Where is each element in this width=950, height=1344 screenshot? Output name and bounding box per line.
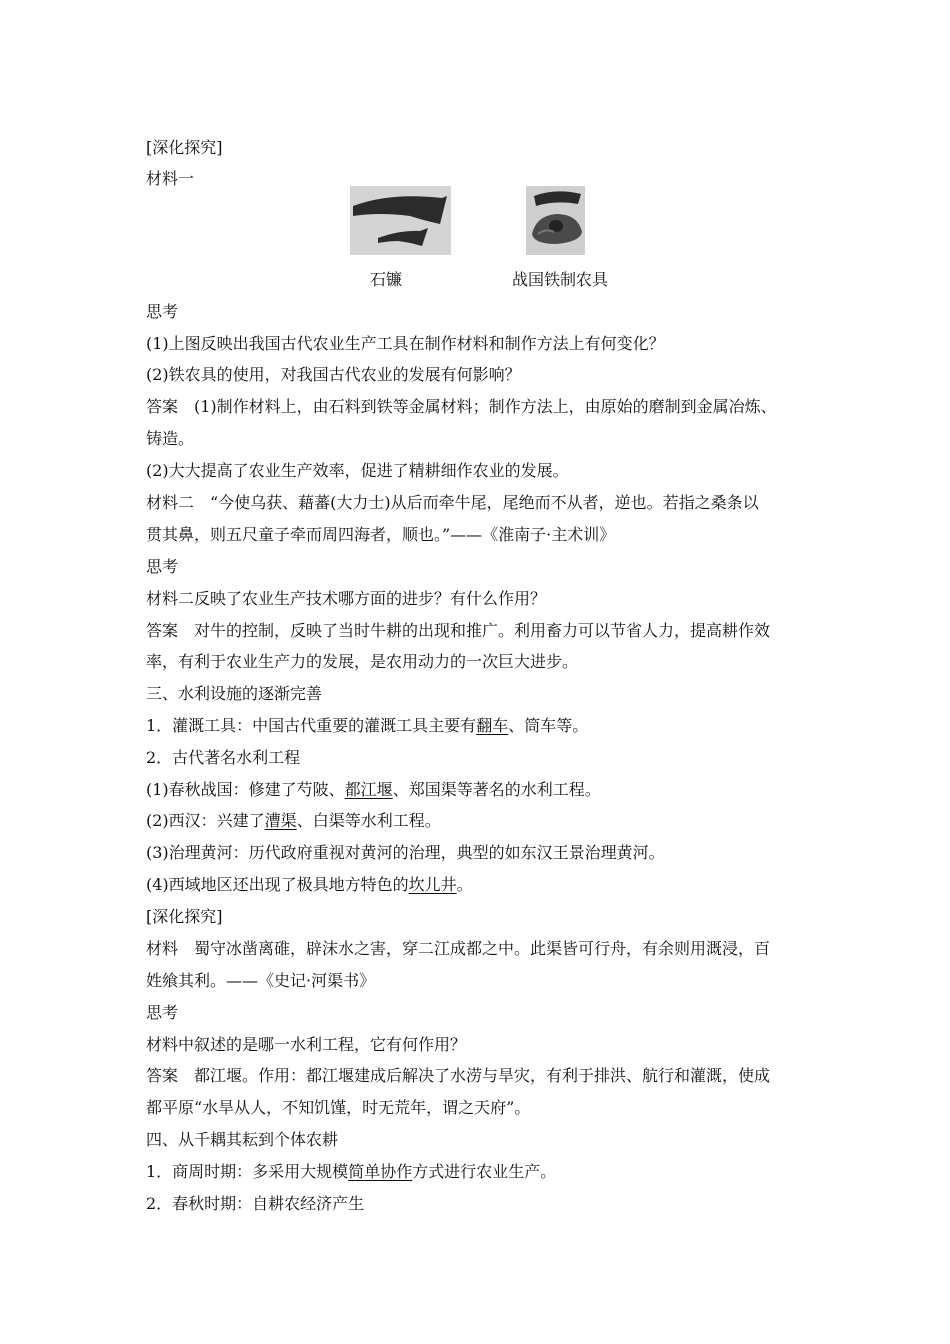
yellow-river-item: (3)治理黄河：历代政府重视对黄河的治理，典型的如东汉王景治理黄河。 bbox=[146, 843, 665, 862]
text: 方式进行农业生产。 bbox=[412, 1162, 557, 1181]
irrigation-tools-item bbox=[146, 716, 588, 736]
text: (4)西域地区还出现了极具地方特色的 bbox=[146, 875, 409, 894]
text: 、郑国渠等著名的水利工程。 bbox=[392, 780, 601, 799]
material-line-2: 姓飨其利。——《史记·河渠书》 bbox=[146, 971, 376, 990]
spring-autumn-period-item: 2．春秋时期：自耕农经济产生 bbox=[146, 1194, 365, 1213]
deepen-heading: [深化探究] bbox=[146, 907, 223, 926]
question-1: (1)上图反映出我国古代农业生产工具在制作材料和制作方法上有何变化？ bbox=[146, 334, 665, 353]
material-two-line-2: 贯其鼻，则五尺童子牵而周四海者，顺也。”——《淮南子·主术训》 bbox=[146, 525, 616, 544]
question-4: 材料中叙述的是哪一水利工程，它有何作用？ bbox=[146, 1035, 467, 1054]
shang-zhou-item bbox=[146, 1162, 556, 1182]
answer-1-line-1: 答案 (1)制作材料上，由石料到铁等金属材料；制作方法上，由原始的磨制到金属冶炼、 bbox=[146, 397, 777, 416]
text: 1．灌溉工具：中国古代重要的灌溉工具主要有 bbox=[146, 716, 477, 735]
figure-group bbox=[350, 186, 650, 258]
question-2: (2)铁农具的使用，对我国古代农业的发展有何影响？ bbox=[146, 365, 521, 384]
text: (1)春秋战国：修建了芍陂、 bbox=[146, 780, 345, 799]
answer-3-line-1: 答案 对牛的控制，反映了当时牛耕的出现和推广。利用畜力可以节省人力，提高耕作效 bbox=[146, 621, 771, 640]
western-regions-item bbox=[146, 875, 473, 895]
material-one-label: 材料一 bbox=[146, 169, 195, 188]
section-four-heading: 四、从千耦其耘到个体农耕 bbox=[146, 1130, 339, 1149]
western-han-item bbox=[146, 811, 441, 831]
think-label: 思考 bbox=[146, 302, 179, 321]
question-3: 材料二反映了农业生产技术哪方面的进步？有什么作用？ bbox=[146, 589, 547, 608]
underlined-term: 漕渠 bbox=[264, 811, 297, 830]
section-three-heading: 三、水利设施的逐渐完善 bbox=[146, 684, 323, 703]
stone-sickle-caption: 石镰 bbox=[370, 270, 403, 289]
iron-tool-image bbox=[526, 186, 585, 255]
text: 、白渠等水利工程。 bbox=[296, 811, 441, 830]
material-line-1: 材料 蜀守冰凿离碓，辟沫水之害，穿二江成都之中。此渠皆可行舟，有余则用溉浸，百 bbox=[146, 939, 771, 958]
iron-tool-caption: 战国铁制农具 bbox=[512, 270, 609, 289]
underlined-term: 翻车 bbox=[476, 716, 509, 735]
text: 、筒车等。 bbox=[508, 716, 589, 735]
think-label: 思考 bbox=[146, 557, 179, 576]
material-two-line-1: 材料二 “今使乌获、藉蕃(大力士)从后而牵牛尾，尾绝而不从者，逆也。若指之桑条以 bbox=[146, 493, 759, 512]
answer-4-line-1: 答案 都江堰。作用：都江堰建成后解决了水涝与旱灾，有利于排洪、航行和灌溉，使成 bbox=[146, 1066, 771, 1085]
deepen-heading: [深化探究] bbox=[146, 138, 223, 157]
text: 。 bbox=[456, 875, 473, 894]
answer-4-line-2: 都平原“水旱从人，不知饥馑，时无荒年，谓之天府”。 bbox=[146, 1098, 531, 1117]
think-label: 思考 bbox=[146, 1003, 179, 1022]
text: 1．商周时期：多采用大规模 bbox=[146, 1162, 349, 1181]
answer-2: (2)大大提高了农业生产效率，促进了精耕细作农业的发展。 bbox=[146, 461, 569, 480]
underlined-term: 坎儿井 bbox=[408, 875, 457, 894]
spring-autumn-item bbox=[146, 780, 601, 800]
stone-sickle-image bbox=[350, 186, 451, 255]
water-projects-item: 2．古代著名水利工程 bbox=[146, 748, 301, 767]
underlined-term: 简单协作 bbox=[348, 1162, 413, 1181]
answer-1-line-2: 铸造。 bbox=[146, 429, 195, 448]
answer-3-line-2: 率，有利于农业生产力的发展，是农用动力的一次巨大进步。 bbox=[146, 652, 579, 671]
underlined-term: 都江堰 bbox=[344, 780, 393, 799]
text: (2)西汉：兴建了 bbox=[146, 811, 265, 830]
